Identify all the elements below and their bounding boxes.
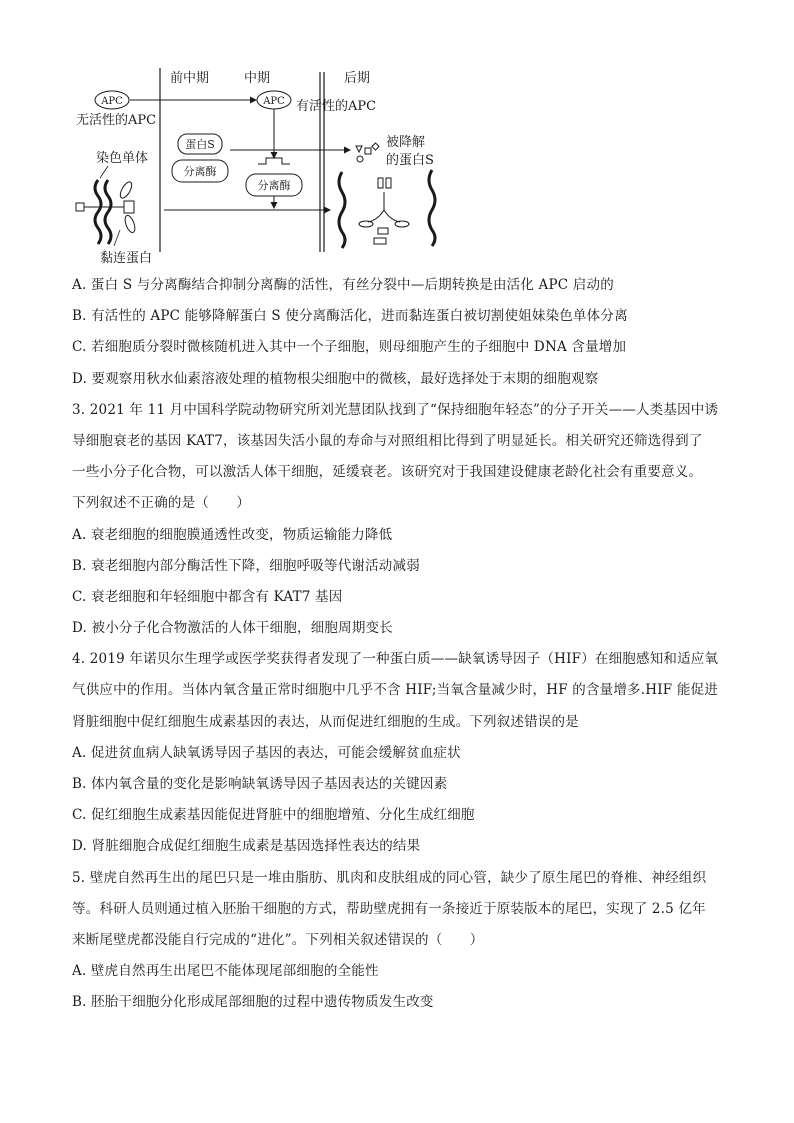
question-line: C. 衰老细胞和年轻细胞中都含有 KAT7 基因 bbox=[72, 588, 343, 605]
protein-s-text: 蛋白S bbox=[185, 138, 215, 151]
question-line: B. 体内氧含量的变化是影响缺氧诱导因子基因表达的关键因素 bbox=[72, 776, 448, 792]
question-line: A. 衰老细胞的细胞膜通透性改变，物质运输能力降低 bbox=[72, 526, 393, 543]
phase-label-early: 前中期 bbox=[170, 71, 210, 86]
fragment-square-2 bbox=[372, 143, 379, 150]
question-line: 气供应中的作用。当体内氧含量正常时细胞中几乎不含 HIF;当氧含量减少时，HF 的含量增多.HIF 能促进 bbox=[72, 682, 718, 699]
degraded-label-1: 被降解 bbox=[386, 135, 426, 150]
phase-label-mid: 中期 bbox=[244, 71, 271, 86]
cohesin-leaf-1 bbox=[118, 180, 134, 200]
cohesin-fragment-1 bbox=[378, 178, 383, 188]
separase-site-shape bbox=[258, 158, 290, 164]
separase-text-2: 分离酶 bbox=[257, 179, 291, 192]
chromatid-pointer bbox=[100, 166, 108, 178]
question-line: 4. 2019 年诺贝尔生理学或医学奖获得者发现了一种蛋白质——缺氧诱导因子（HIF）在细胞感知和适应氧 bbox=[72, 651, 719, 668]
fragment-triangle bbox=[356, 146, 362, 152]
cohesin-fragment-leaf-2 bbox=[395, 221, 409, 227]
cohesin-label: 黏连蛋白 bbox=[100, 251, 153, 266]
chromatid-label: 染色单体 bbox=[96, 151, 149, 166]
question-line: 来断尾壁虎都没能自行完成的“进化”。下列相关叙述错误的（ ） bbox=[72, 931, 484, 948]
question-line: 肾脏细胞中促红细胞生成素基因的表达，从而促进红细胞的生成。下列叙述错误的是 bbox=[72, 713, 579, 730]
question-line: 下列叙述不正确的是（ ） bbox=[72, 495, 251, 512]
question-line: A. 壁虎自然再生出尾巴不能体现尾部细胞的全能性 bbox=[72, 963, 379, 980]
apc-inactive-text: APC bbox=[101, 96, 123, 107]
active-apc-label: 有活性的APC bbox=[296, 99, 377, 114]
question-text bbox=[72, 270, 732, 1019]
question-line: D. 要观察用秋水仙素溶液处理的植物根尖细胞中的微核，最好选择处于末期的细胞观察 bbox=[72, 370, 599, 387]
cohesin-leaf-2 bbox=[123, 214, 137, 234]
cohesin-fragment-base-2 bbox=[374, 238, 386, 244]
cell-division-diagram bbox=[60, 60, 460, 270]
cohesin-fragment-base-1 bbox=[378, 228, 388, 234]
question-line: 导细胞衰老的基因 KAT7，该基因失活小鼠的寿命与对照组相比得到了明显延长。相关研究还筛选得到了 bbox=[72, 432, 703, 449]
separated-chromatid-right bbox=[429, 170, 435, 246]
separase-text-1: 分离酶 bbox=[183, 165, 217, 178]
degraded-label-2: 的蛋白S bbox=[386, 153, 434, 168]
fragment-square-1 bbox=[365, 148, 371, 154]
question-line: D. 肾脏细胞合成促红细胞生成素是基因选择性表达的结果 bbox=[72, 838, 421, 855]
apc-active-text: APC bbox=[263, 96, 285, 107]
kinetochore-left bbox=[76, 203, 84, 211]
fragment-circle bbox=[357, 156, 363, 162]
question-line: A. 促进贫血病人缺氧诱导因子基因的表达，可能会缓解贫血症状 bbox=[72, 744, 461, 761]
inactive-apc-label: 无活性的APC bbox=[76, 113, 157, 128]
cohesin-fragment-leaf-1 bbox=[359, 221, 373, 227]
question-line: B. 有活性的 APC 能够降解蛋白 S 使分离酶活化，进而黏连蛋白被切割使姐妹染色单体分离 bbox=[72, 308, 628, 325]
question-line: B. 胚胎干细胞分化形成尾部细胞的过程中遗传物质发生改变 bbox=[72, 994, 434, 1011]
question-line: B. 衰老细胞内部分酶活性下降，细胞呼吸等代谢活动减弱 bbox=[72, 557, 420, 574]
question-line: 5. 壁虎自然再生出的尾巴只是一堆由脂肪、肌肉和皮肤组成的同心管，缺少了原生尾巴的脊椎、神经组织 bbox=[72, 869, 707, 886]
question-line: A. 蛋白 S 与分离酶结合抑制分离酶的活性，有丝分裂中—后期转换是由活化 APC 启动的 bbox=[72, 277, 614, 293]
question-line: 3. 2021 年 11 月中国科学院动物研究所刘光慧团队找到了“保持细胞年轻态”的分子开关——人类基因中诱 bbox=[72, 401, 719, 418]
question-line: C. 若细胞质分裂时微核随机进入其中一个子细胞，则母细胞产生的子细胞中 DNA 含量增加 bbox=[72, 339, 627, 356]
separated-chromatid-left bbox=[339, 172, 345, 248]
question-line: 一些小分子化合物，可以激活人体干细胞，延缓衰老。该研究对于我国建设健康老龄化社会有重要意义。 bbox=[72, 464, 703, 481]
phase-label-late: 后期 bbox=[344, 71, 371, 86]
question-line: D. 被小分子化合物激活的人体干细胞，细胞周期变长 bbox=[72, 620, 393, 637]
sister-chromatid-left bbox=[95, 180, 101, 244]
sister-chromatid-right bbox=[105, 180, 111, 244]
cohesin-fragment-body bbox=[368, 192, 400, 222]
question-line: 等。科研人员则通过植入胚胎干细胞的方式，帮助壁虎拥有一条接近于原装版本的尾巴，实现了 2.5 亿年 bbox=[72, 900, 706, 917]
cohesin-fragment-2 bbox=[386, 178, 391, 188]
kinetochore-right bbox=[124, 201, 134, 213]
cohesin-pointer bbox=[114, 230, 120, 246]
question-line: C. 促红细胞生成素基因能促进肾脏中的细胞增殖、分化生成红细胞 bbox=[72, 807, 475, 824]
